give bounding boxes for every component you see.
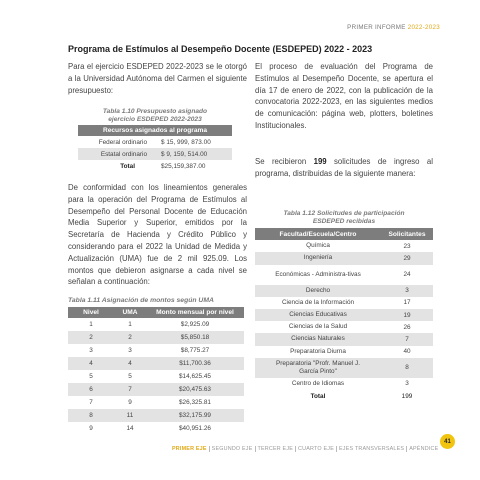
column-header: Facultad/Escuela/Centro [279,230,357,238]
table-cell: Centro de Idiomas [291,379,345,387]
table-cell: 3 [89,346,93,354]
table-cell: $8,775.27 [180,346,210,354]
budget-row-label: Federal ordinario [98,138,147,146]
table-cell: 5 [128,372,132,380]
footer-eje-link[interactable]: SEGUNDO EJE [210,446,256,452]
uma-table-body [68,318,244,435]
footer-eje-link[interactable]: EJES TRANSVERSALES [337,446,407,452]
table-cell: Ciencias Naturales [291,335,345,343]
budget-total-label: Total [120,163,135,171]
table-cell: 8 [405,364,409,372]
table-row [255,309,433,321]
table-cell: Ciencias de la Salud [288,323,348,331]
table-cell: 9 [128,398,132,406]
table-row [255,333,433,345]
table-cell: Económicas - Administra-tivas [275,270,361,278]
requests-table-caption: Tabla 1.12 Solicitudes de participación ESDEPED recibidas [283,210,405,225]
table-row [255,285,433,297]
table-cell: Ciencias Educativas [289,311,347,319]
table-cell: Preparatoria "Profr. Manuel J. García Pinto" [276,359,360,375]
table-row [68,396,244,409]
table-cell: 11 [126,411,134,419]
table-row [68,331,244,344]
budget-row-value: $ 15, 999, 873.00 [161,138,211,146]
table-cell: 7 [89,398,93,406]
table-row [255,358,433,378]
uma-table-caption: Tabla 1.11 Asignación de montos según UMA [68,297,214,304]
table-row [255,378,433,390]
table-cell: 2 [89,333,93,341]
table-cell: $5,850.18 [180,333,210,341]
requests-table-body [255,240,433,390]
table-cell: 29 [403,254,411,262]
table-cell: $26,325.81 [179,398,211,406]
column-header: UMA [122,308,138,316]
table-cell: 19 [403,311,411,319]
column-header: Nivel [83,308,99,316]
table-cell: $20,475.63 [179,385,211,393]
table-row [255,390,433,403]
table-cell: Ciencia de la Información [281,298,355,306]
running-head-title: PRIMER INFORME [347,24,406,31]
middle-paragraph: De conformidad con los lineamientos generales para la operación del Programa de Estímulos al Desempeño del Personal Docente de Educación Media Superior y Superior, emitidos por la Secretaría de Hacienda y Crédito Público y considerando para el 2022 la Unidad de Medida y Actualización (UMA) fue de 2 mil 925.09. Los montos que debieron asignarse a cada nivel se señalan a continuación: [68,183,247,287]
budget-row-label: Estatal ordinario [100,150,147,158]
table-cell: 8 [89,411,93,419]
requests-text-post: solicitudes de ingreso al programa, distribuidas de la siguiente manera: [255,157,433,178]
footer-eje-link[interactable]: CUARTO EJE [296,446,337,452]
footer-eje-link[interactable]: TERCER EJE [256,446,297,452]
table-cell: Derecho [305,286,331,294]
footer-eje-link[interactable]: APÉNDICE [409,445,439,452]
budget-table-header: Recursos asignados al programa [78,125,232,136]
footer-eje-link[interactable]: PRIMER EJE [170,446,210,452]
requests-total-label: Total [310,392,326,400]
table-cell: 3 [405,380,409,388]
table-cell: $11,700.36 [179,359,211,367]
table-row [78,160,232,173]
table-row [78,148,232,160]
process-paragraph: El proceso de evaluación del Programa de Estímulos al Desempeño Docente, se apertura el día 17 de enero de 2022, con la publicación de la convocatoria 2022-2023, en las siguientes medios de comunicación: página web, plotters, boletines Institucionales. [255,62,433,130]
table-row [255,346,433,358]
column-header: Monto mensual por nivel [156,308,234,316]
table-cell: $14,625.45 [179,372,211,380]
table-cell: 2 [128,333,132,341]
column-header: Solicitantes [388,230,426,238]
requests-paragraph [255,156,433,180]
table-row [255,321,433,333]
table-cell: 6 [89,385,93,393]
budget-row-value: $ 9, 159, 514.00 [161,150,208,158]
section-title: Programa de Estímulos al Desempeño Docente (ESDEPED) 2022 - 2023 [68,44,373,54]
table-row [68,344,244,357]
uma-table-header [68,307,244,318]
budget-table [78,108,232,173]
table-cell: Preparatoria Diurna [290,347,346,355]
table-row [255,297,433,309]
table-row [255,265,433,285]
running-head-years: 2022-2023 [407,24,440,31]
budget-total-value: $25,159,387.00 [161,163,206,171]
footer-navigation [170,441,440,456]
table-cell: 23 [403,242,411,250]
requests-total-value: 199 [401,392,413,400]
table-row [78,136,232,148]
table-cell: 7 [128,385,132,393]
table-row [68,422,244,435]
table-cell: $2,925.09 [180,320,210,328]
budget-table-caption: Tabla 1.10 Presupuesto asignado ejercicio ESDEPED 2022-2023 [102,108,208,123]
table-row [255,252,433,264]
running-head [347,24,440,31]
uma-table [68,297,244,435]
table-cell: $40,951.26 [179,424,211,432]
table-cell: 4 [128,359,132,367]
table-cell: Ingeniería [303,254,333,262]
table-cell: 40 [403,348,411,356]
table-cell: 17 [403,299,411,307]
table-cell: 14 [126,424,134,432]
table-cell: Química [306,242,330,250]
table-cell: 7 [405,335,409,343]
table-cell: 4 [89,359,93,367]
table-cell: 9 [89,424,93,432]
table-row [68,383,244,396]
table-row [68,318,244,331]
table-row [255,240,433,252]
table-cell: 3 [128,346,132,354]
table-row [68,409,244,422]
table-cell: 26 [403,323,411,331]
table-cell: 1 [89,320,93,328]
table-cell: 1 [128,320,132,328]
requests-table [255,210,433,403]
requests-count: 199 [313,157,327,166]
requests-table-header [255,228,433,240]
intro-paragraph: Para el ejercicio ESDEPED 2022-2023 se le otorgó a la Universidad Autónoma del Carmen el siguiente presupuesto: [68,62,247,95]
table-row [68,370,244,383]
table-cell: $32,175.99 [179,411,211,419]
page-number: 41 [440,434,455,449]
table-row [68,357,244,370]
table-cell: 5 [89,372,93,380]
table-cell: 24 [403,271,411,279]
table-cell: 3 [405,287,409,295]
requests-text-pre: Se recibieron [255,157,314,166]
